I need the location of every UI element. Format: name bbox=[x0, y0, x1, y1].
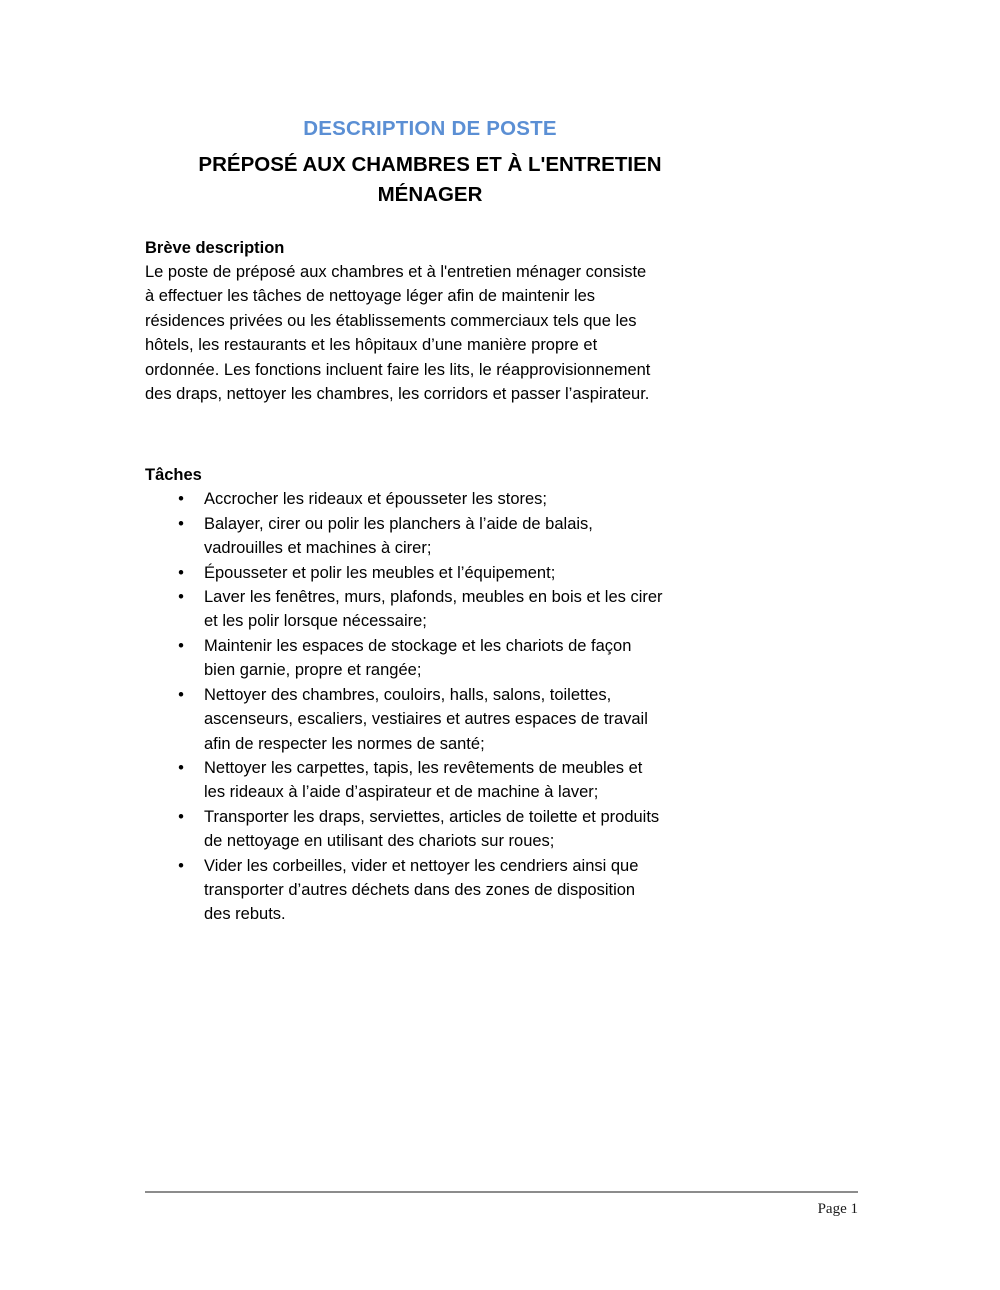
bullet-icon: • bbox=[178, 563, 184, 582]
list-item-line: ascenseurs, escaliers, vestiaires et autres espaces de travail bbox=[204, 710, 648, 729]
list-item bbox=[145, 487, 720, 511]
list-item bbox=[145, 683, 720, 756]
list-item-line: vadrouilles et machines à cirer; bbox=[204, 539, 432, 558]
list-item-line: bien garnie, propre et rangée; bbox=[204, 661, 422, 680]
page-number: Page 1 bbox=[817, 1201, 858, 1217]
list-item bbox=[145, 561, 720, 585]
list-item bbox=[145, 805, 720, 854]
bullet-icon: • bbox=[178, 758, 184, 777]
paragraph-line: Le poste de préposé aux chambres et à l'entretien ménager consiste bbox=[145, 263, 647, 281]
list-item-line: Nettoyer des chambres, couloirs, halls, salons, toilettes, bbox=[204, 685, 612, 704]
list-item-line: Laver les fenêtres, murs, plafonds, meubles en bois et les cirer bbox=[204, 588, 663, 607]
paragraph-line: à effectuer les tâches de nettoyage léger afin de maintenir les bbox=[145, 287, 596, 306]
tasks-list bbox=[145, 487, 720, 926]
page-title-line-2: MÉNAGER bbox=[377, 183, 483, 206]
list-item bbox=[145, 756, 720, 805]
brief-description-paragraph bbox=[145, 260, 720, 406]
paragraph-line: résidences privées ou les établissements commerciaux tels que les bbox=[145, 311, 637, 330]
list-item-line: et les polir lorsque nécessaire; bbox=[204, 612, 427, 631]
bullet-icon: • bbox=[178, 588, 184, 607]
title-block bbox=[145, 114, 715, 210]
bullet-icon: • bbox=[178, 490, 184, 509]
bullet-icon: • bbox=[178, 514, 184, 533]
page-title-line-1: PRÉPOSÉ AUX CHAMBRES ET À L'ENTRETIEN bbox=[198, 153, 662, 176]
page-title bbox=[145, 150, 715, 210]
document-kicker: DESCRIPTION DE POSTE bbox=[303, 117, 557, 140]
list-item bbox=[145, 512, 720, 561]
footer-divider bbox=[145, 1191, 858, 1193]
list-item bbox=[145, 854, 720, 927]
page-footer bbox=[145, 1191, 858, 1220]
tasks-heading: Tâches bbox=[145, 466, 202, 485]
paragraph-line: ordonnée. Les fonctions incluent faire les lits, le réapprovisionnement bbox=[145, 360, 651, 379]
bullet-icon: • bbox=[178, 856, 184, 875]
list-item-line: Transporter les draps, serviettes, articles de toilette et produits bbox=[204, 807, 660, 826]
bullet-icon: • bbox=[178, 685, 184, 704]
list-item-line: Balayer, cirer ou polir les planchers à l’aide de balais, bbox=[204, 514, 593, 533]
list-item-line: Épousseter et polir les meubles et l’équipement; bbox=[204, 563, 556, 582]
tasks-section bbox=[145, 463, 720, 926]
list-item bbox=[145, 634, 720, 683]
list-item-line: Maintenir les espaces de stockage et les chariots de façon bbox=[204, 636, 632, 655]
document-body bbox=[145, 236, 720, 927]
list-item-line: Vider les corbeilles, vider et nettoyer les cendriers ainsi que bbox=[204, 856, 639, 875]
list-item-line: afin de respecter les normes de santé; bbox=[204, 734, 485, 753]
bullet-icon: • bbox=[178, 636, 184, 655]
list-item-line: les rideaux à l’aide d’aspirateur et de machine à laver; bbox=[204, 783, 599, 802]
brief-description-heading: Brève description bbox=[145, 239, 285, 257]
list-item-line: Accrocher les rideaux et épousseter les stores; bbox=[204, 490, 547, 509]
paragraph-line: hôtels, les restaurants et les hôpitaux d’une manière propre et bbox=[145, 336, 598, 355]
list-item-line: Nettoyer les carpettes, tapis, les revêtements de meubles et bbox=[204, 758, 643, 777]
list-item-line: de nettoyage en utilisant des chariots sur roues; bbox=[204, 832, 555, 851]
list-item-line: des rebuts. bbox=[204, 905, 286, 924]
paragraph-line: des draps, nettoyer les chambres, les corridors et passer l’aspirateur. bbox=[145, 385, 650, 404]
list-item-line: transporter d’autres déchets dans des zones de disposition bbox=[204, 880, 636, 899]
list-item bbox=[145, 585, 720, 634]
bullet-icon: • bbox=[178, 807, 184, 826]
